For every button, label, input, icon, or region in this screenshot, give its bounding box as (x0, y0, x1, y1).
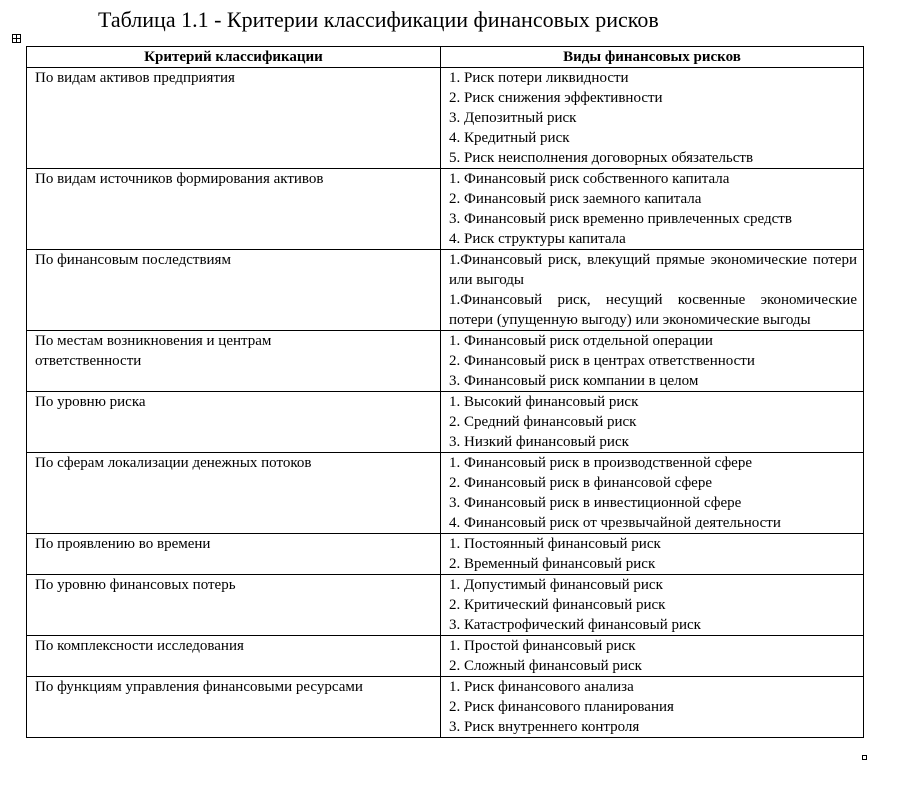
risk-item: 5. Риск неисполнения договорных обязательств (449, 150, 754, 166)
header-criterion: Критерий классификации (27, 47, 441, 68)
table-caption: Таблица 1.1 - Критерии классификации финансовых рисков (98, 7, 659, 32)
criterion-text: По комплексности исследования (35, 638, 244, 654)
risk-item: 1.Финансовый риск, несущий косвенные экономические потери (упущенную выгоду) или экономические выгоды (449, 292, 857, 328)
criterion-cell (27, 392, 441, 453)
criterion-text: По финансовым последствиям (35, 252, 231, 268)
table-resize-handle-icon[interactable] (862, 755, 867, 760)
risk-types-cell (441, 250, 864, 331)
risk-item: 1. Высокий финансовый риск (449, 394, 639, 410)
risk-item: 1. Финансовый риск собственного капитала (449, 171, 730, 187)
table-row (27, 453, 864, 534)
risk-item: 3. Депозитный риск (449, 110, 577, 126)
risk-types-cell (441, 677, 864, 738)
risk-item: 3. Финансовый риск в инвестиционной сфере (449, 495, 742, 511)
table-row (27, 250, 864, 331)
table-row (27, 331, 864, 392)
risk-item: 1. Риск потери ликвидности (449, 70, 629, 86)
criterion-text: По уровню риска (35, 394, 146, 410)
criterion-cell (27, 331, 441, 392)
table-move-handle-icon[interactable] (12, 34, 21, 43)
criterion-cell (27, 534, 441, 575)
criterion-cell (27, 68, 441, 169)
risk-item: 4. Кредитный риск (449, 130, 570, 146)
risk-item: 1. Допустимый финансовый риск (449, 577, 663, 593)
risk-types-cell (441, 534, 864, 575)
risk-types-cell (441, 331, 864, 392)
risk-item: 2. Риск финансового планирования (449, 699, 674, 715)
criterion-cell (27, 575, 441, 636)
criterion-cell (27, 453, 441, 534)
criterion-cell (27, 677, 441, 738)
risk-item: 3. Финансовый риск временно привлеченных средств (449, 211, 792, 227)
risk-item: 1. Финансовый риск отдельной операции (449, 333, 713, 349)
risk-item: 2. Финансовый риск в центрах ответственности (449, 353, 755, 369)
risk-classification-table (26, 46, 864, 738)
risk-item: 3. Финансовый риск компании в целом (449, 373, 699, 389)
risk-item: 3. Низкий финансовый риск (449, 434, 629, 450)
criterion-text: По сферам локализации денежных потоков (35, 455, 312, 471)
risk-types-cell (441, 453, 864, 534)
table-row (27, 677, 864, 738)
table-row (27, 575, 864, 636)
risk-types-cell (441, 169, 864, 250)
criterion-cell (27, 169, 441, 250)
criterion-cell (27, 636, 441, 677)
header-risk-types: Виды финансовых рисков (441, 47, 864, 68)
table-row (27, 169, 864, 250)
risk-types-cell (441, 392, 864, 453)
criterion-text: По уровню финансовых потерь (35, 577, 236, 593)
risk-item: 2. Сложный финансовый риск (449, 658, 642, 674)
criterion-text: По видам источников формирования активов (35, 171, 324, 187)
risk-item: 1. Постоянный финансовый риск (449, 536, 661, 552)
risk-types-cell (441, 68, 864, 169)
risk-item: 1. Риск финансового анализа (449, 679, 634, 695)
risk-item: 2. Временный финансовый риск (449, 556, 656, 572)
table-row (27, 636, 864, 677)
risk-item: 4. Риск структуры капитала (449, 231, 626, 247)
criterion-text: По видам активов предприятия (35, 70, 235, 86)
risk-item: 2. Средний финансовый риск (449, 414, 637, 430)
table-row (27, 68, 864, 169)
risk-item: 1. Финансовый риск в производственной сфере (449, 455, 752, 471)
risk-item: 1. Простой финансовый риск (449, 638, 636, 654)
risk-item: 1.Финансовый риск, влекущий прямые экономические потери или выгоды (449, 252, 857, 288)
table-row (27, 392, 864, 453)
risk-item: 2. Критический финансовый риск (449, 597, 666, 613)
risk-types-cell (441, 636, 864, 677)
risk-item: 2. Риск снижения эффективности (449, 90, 663, 106)
criterion-text: По проявлению во времени (35, 536, 211, 552)
risk-item: 3. Катастрофический финансовый риск (449, 617, 701, 633)
risk-item: 2. Финансовый риск в финансовой сфере (449, 475, 712, 491)
criterion-cell (27, 250, 441, 331)
risk-types-cell (441, 575, 864, 636)
criterion-text: По функциям управления финансовыми ресурсами (35, 679, 363, 695)
table-row (27, 534, 864, 575)
risk-item: 3. Риск внутреннего контроля (449, 719, 640, 735)
criterion-text: По местам возникновения и центрам ответственности (35, 333, 272, 369)
risk-item: 4. Финансовый риск от чрезвычайной деятельности (449, 515, 781, 531)
table-header-row (27, 47, 864, 68)
risk-item: 2. Финансовый риск заемного капитала (449, 191, 702, 207)
